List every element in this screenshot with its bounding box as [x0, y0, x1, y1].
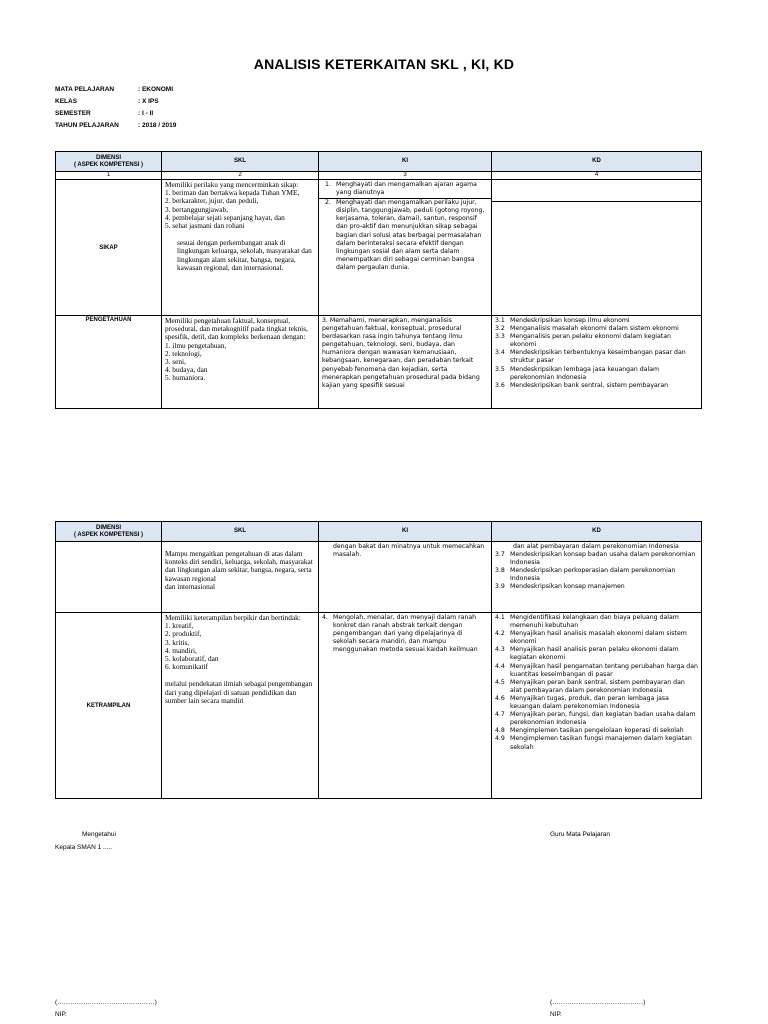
skl-line: 5. humaniora. [165, 373, 206, 383]
kd-item [495, 333, 698, 349]
dimension-label-empty [56, 542, 162, 613]
kd-text: Mendeskripsikan lembaga jasa keuangan dalam perekonomian Indonesia [510, 365, 660, 381]
header-dimensi-line1: DIMENSI [95, 154, 121, 161]
kd-number: 4.8 [495, 727, 505, 735]
ki-item [322, 181, 488, 197]
meta-key: KELAS [55, 98, 78, 105]
ki-cell [319, 542, 492, 613]
meta-value: : X IPS [138, 98, 159, 105]
kd-empty [495, 181, 698, 200]
header-dimensi-line2: ( ASPEK KOMPETENSI ) [73, 161, 144, 168]
kd-item [495, 325, 698, 333]
kd-text: Mendeskripsikan konsep ilmu ekonomi [510, 317, 630, 324]
header-kd: KD [492, 522, 702, 542]
skl-line: 5. kolaboratif, dan [165, 654, 219, 664]
skl-line: 4. pembelajar sejati sepanjang hayat, dan [165, 212, 285, 222]
kd-number: 3.5 [495, 365, 505, 373]
kd-text: Menyajikan peran, fungsi, dan kegiatan badan usaha dalam perekonomian Indonesia [510, 711, 696, 727]
kd-divider [492, 201, 701, 202]
analysis-table-1 [55, 151, 702, 409]
kd-text: Mengidentifikasi kelangkaan dan biaya peluang dalam memenuhi kebutuhan [510, 614, 679, 630]
ki-item [322, 199, 488, 272]
kd-text: Menyajikan hasil analisis masalah ekonomi dalam sistem ekonomi [510, 630, 687, 646]
ki-number: 1. [325, 181, 331, 188]
ki-item [322, 614, 488, 654]
kd-item [495, 727, 698, 735]
skl-line: 5. sehat jasmani dan rohani [165, 221, 245, 231]
kd-text: Mendeskripsikan perkoperasian dalam perekonomian Indonesia [510, 567, 676, 583]
skl-line: dan internasional [165, 581, 216, 591]
header-dimensi [56, 522, 162, 542]
kd-text: Menyajikan tugas, produk, dan peran lembaga jasa keuangan dalam perekonomian Indonesia [510, 694, 669, 711]
column-number: 2 [162, 172, 319, 180]
ki-divider [319, 198, 491, 272]
kd-text: Mendeskripsikan bank sentral, sistem pembayaran [510, 381, 669, 389]
kd-number: 3.7 [495, 551, 505, 559]
meta-row [55, 84, 176, 96]
teacher-nip: NIP. [550, 1011, 562, 1018]
kd-item [495, 567, 698, 583]
kd-number: 4.6 [495, 694, 505, 702]
meta-value: : I - II [138, 110, 154, 117]
kd-item [495, 646, 698, 662]
skl-line: Mampu mengaitkan pengetahuan di atas dalam konteks diri sendiri, keluarga, sekolah, masyarakat dan lingkungan alam sekitar, bangsa, negara, serta kawasan regional [165, 549, 313, 583]
kd-item [495, 551, 698, 567]
kd-cell [492, 613, 702, 799]
kd-item [495, 695, 698, 711]
kd-number: 3.2 [495, 325, 505, 333]
table-header-row [56, 152, 702, 172]
kd-number: 4.1 [495, 614, 505, 621]
kd-number: 3.9 [495, 583, 505, 591]
skl-line: 6. komunikatif [165, 662, 208, 672]
acknowledged-label: Mengetahui [82, 831, 116, 838]
skl-line: 3. seni, [165, 357, 186, 367]
kd-number: 4.3 [495, 646, 505, 654]
ki-cell [319, 316, 492, 409]
table-row-sikap [56, 180, 702, 316]
kd-text: Menganalisis peran pelaku ekonomi dalam kegiatan ekonomi [510, 333, 671, 349]
kd-item [495, 663, 698, 679]
meta-key: SEMESTER [55, 110, 91, 117]
kd-text: Menyajikan hasil analisis peran pelaku ekonomi dalam kegiatan ekonomi [510, 646, 679, 662]
kd-item [495, 679, 698, 695]
skl-line: Memiliki keterampilan berpikir dan bertindak: [165, 613, 301, 622]
principal-label: Kepala SMAN 1 ..... [55, 844, 113, 851]
ki-text: dengan bakat dan minatnya untuk memecahkan masalah. [333, 543, 485, 559]
kd-number: 4.5 [495, 678, 505, 686]
skl-line: 3. bertanggungjawab, [165, 204, 229, 214]
ki-cell [319, 180, 492, 316]
skl-line: 1. beriman dan bertakwa kepada Tuhan YME, [165, 188, 300, 198]
meta-row [55, 108, 176, 120]
header-kd: KD [492, 152, 702, 172]
kd-item [495, 317, 698, 325]
kd-item [495, 735, 698, 751]
skl-line: 1. kreatif, [165, 621, 194, 631]
kd-cell [492, 316, 702, 409]
kd-text: Menganalisis masalah ekonomi dalam sistem ekonomi [510, 325, 679, 333]
skl-cell [162, 542, 319, 613]
skl-line: 4. mandiri, [165, 645, 197, 655]
header-dimensi [56, 152, 162, 172]
kd-text: Menyajikan peran bank sentral, sistem pembayaran dan alat pembayaran dalam perekonomian Indonesia [510, 678, 685, 694]
skl-cell [162, 613, 319, 799]
skl-cell [162, 316, 319, 409]
column-number: 1 [56, 172, 162, 180]
kd-text: Mengimplemen tasikan pengelolaan koperasi di sekolah [510, 727, 684, 735]
kd-text: Mengimplemen tasikan fungsi manajemen dalam kegiatan sekolah [510, 735, 692, 751]
skl-cell [162, 180, 319, 316]
meta-key: TAHUN PELAJARAN [55, 122, 119, 129]
dimension-label: KETRAMPILAN [56, 613, 162, 799]
header-ki: KI [319, 152, 492, 172]
kd-text: Menyajikan hasil pengamatan tentang perubahan harga dan kuantitas keseimbangan di pasar [510, 662, 698, 678]
meta-value: : EKONOMI [138, 86, 174, 93]
ki-text: Menghayati dan mengamalkan perilaku jujur, disiplin, tanggungjawab, peduli (gotong royong, kerjasama, toleran, damai), santun, responsif dan pro-aktif dan menunjukkan sikap sebagai bagian dari solusi atas berbagai permasalahan dalam berinteraksi secara efektif dengan lingkungan sosial dan alam serta dalam menempatkan diri sebagai cerminan bangsa dalam pergaulan dunia. [336, 199, 485, 271]
kd-item [495, 630, 698, 646]
kd-item [495, 711, 698, 727]
ki-cell [319, 613, 492, 799]
kd-number: 3.1 [495, 317, 505, 324]
kd-item [495, 382, 698, 390]
skl-line: sesuai dengan perkembangan anak di lingkungan keluarga, sekolah, masyarakat dan lingkungan alam sekitar, bangsa, negara, kawasan regional, dan internasional. [177, 238, 312, 272]
table-row-pengetahuan [56, 316, 702, 409]
dimension-label: SIKAP [56, 180, 162, 316]
table-header-row [56, 522, 702, 542]
skl-line: 2. teknologi, [165, 348, 202, 358]
principal-nip: NIP. [55, 1011, 67, 1018]
kd-number: 3.6 [495, 381, 505, 389]
ki-number: 2. [325, 199, 331, 207]
skl-line: 2. produktif, [165, 629, 202, 639]
meta-key: MATA PELAJARAN [55, 86, 115, 93]
header-dimensi-line2: ( ASPEK KOMPETENSI ) [73, 531, 144, 538]
kd-cell [492, 180, 702, 316]
skl-line: melalui pendekatan ilmiah sebagai pengembangan dari yang dipelajari di satuan pendidikan dan sumber lain secara mandiri [165, 679, 313, 705]
skl-line: 3. kritis, [165, 637, 190, 647]
kd-item [495, 614, 698, 630]
meta-row [55, 96, 176, 108]
principal-signature-line: (………………………………………) [55, 999, 157, 1006]
kd-cell [492, 542, 702, 613]
kd-number: 4.4 [495, 662, 505, 670]
header-skl: SKL [162, 522, 319, 542]
skl-line: Memiliki perilaku yang mencerminkan sikap: [165, 180, 299, 189]
meta-value: : 2018 / 2019 [138, 122, 177, 129]
kd-text: Mendeskripsikan konsep badan usaha dalam perekonomian Indonesia [510, 551, 696, 567]
skl-line: 4. budaya, dan [165, 365, 208, 375]
column-number: 3 [319, 172, 492, 180]
dimension-label: PENGETAHUAN [56, 316, 162, 409]
header-skl: SKL [162, 152, 319, 172]
analysis-table-2 [55, 521, 702, 799]
ki-text: Mengolah, menalar, dan menyaji dalam ranah konkret dan ranah abstrak terkait dengan pengembangan dari yang dipelajarinya di sekolah secara mandiri, dan mampu menggunakan metoda sesuai kaidah keilmuan [333, 614, 478, 654]
kd-text: Mendeskripsikan konsep manajemen [510, 583, 625, 591]
kd-number: 4.7 [495, 711, 505, 719]
kd-text: Mendeskripsikan terbentuknya keseimbangan pasar dan struktur pasar [510, 349, 686, 365]
kd-number: 4.9 [495, 735, 505, 743]
kd-item [495, 349, 698, 365]
kd-item [495, 583, 698, 591]
kd-text: dan alat pembayaran dalam perekonomian Indonesia [513, 543, 679, 550]
ki-text: 3. Memahami, menerapkan, menganalisis pengetahuan faktual, konseptual, prosedural berdasarkan rasa ingin tahunya tentang ilmu pengetahuan, teknologi, seni, budaya, dan humaniora dengan wawasan kemanusiaan, kebangsaan, kenegaraan, dan peradaban terkait penyebab fenomena dan kejadian, serta menerapkan pengetahuan prosedural pada bidang kajian yang spesifik sesuai [322, 317, 480, 389]
kd-item [495, 366, 698, 382]
kd-number: 3.8 [495, 567, 505, 575]
skl-line: 2. berkarakter, jujur, dan peduli, [165, 196, 259, 206]
teacher-label: Guru Mata Pelajaran [550, 831, 610, 838]
table-row-ketrampilan [56, 613, 702, 799]
teacher-signature-line: (……………………………………) [550, 999, 646, 1006]
kd-number: 3.4 [495, 349, 505, 357]
skl-line: 1. ilmu pengetahuan, [165, 340, 227, 350]
kd-number: 3.3 [495, 333, 505, 341]
table-row-continued [56, 542, 702, 613]
header-ki: KI [319, 522, 492, 542]
column-number: 4 [492, 172, 702, 180]
column-number-row [56, 172, 702, 180]
meta-row [55, 120, 176, 132]
kd-number: 4.2 [495, 630, 505, 638]
document-title: ANALISIS KETERKAITAN SKL , KI, KD [253, 56, 515, 72]
ki-number: 4. [322, 614, 328, 621]
header-dimensi-line1: DIMENSI [95, 524, 121, 531]
skl-line: Memiliki pengetahuan faktual, konseptual, prosedural, dan metakognitif pada tingkat teknis, spesifik, detil, dan kompleks berkenaan dengan: [165, 316, 308, 342]
ki-text: Menghayati dan mengamalkan ajaran agama yang dianutnya [336, 181, 477, 197]
subject-info [55, 84, 176, 132]
